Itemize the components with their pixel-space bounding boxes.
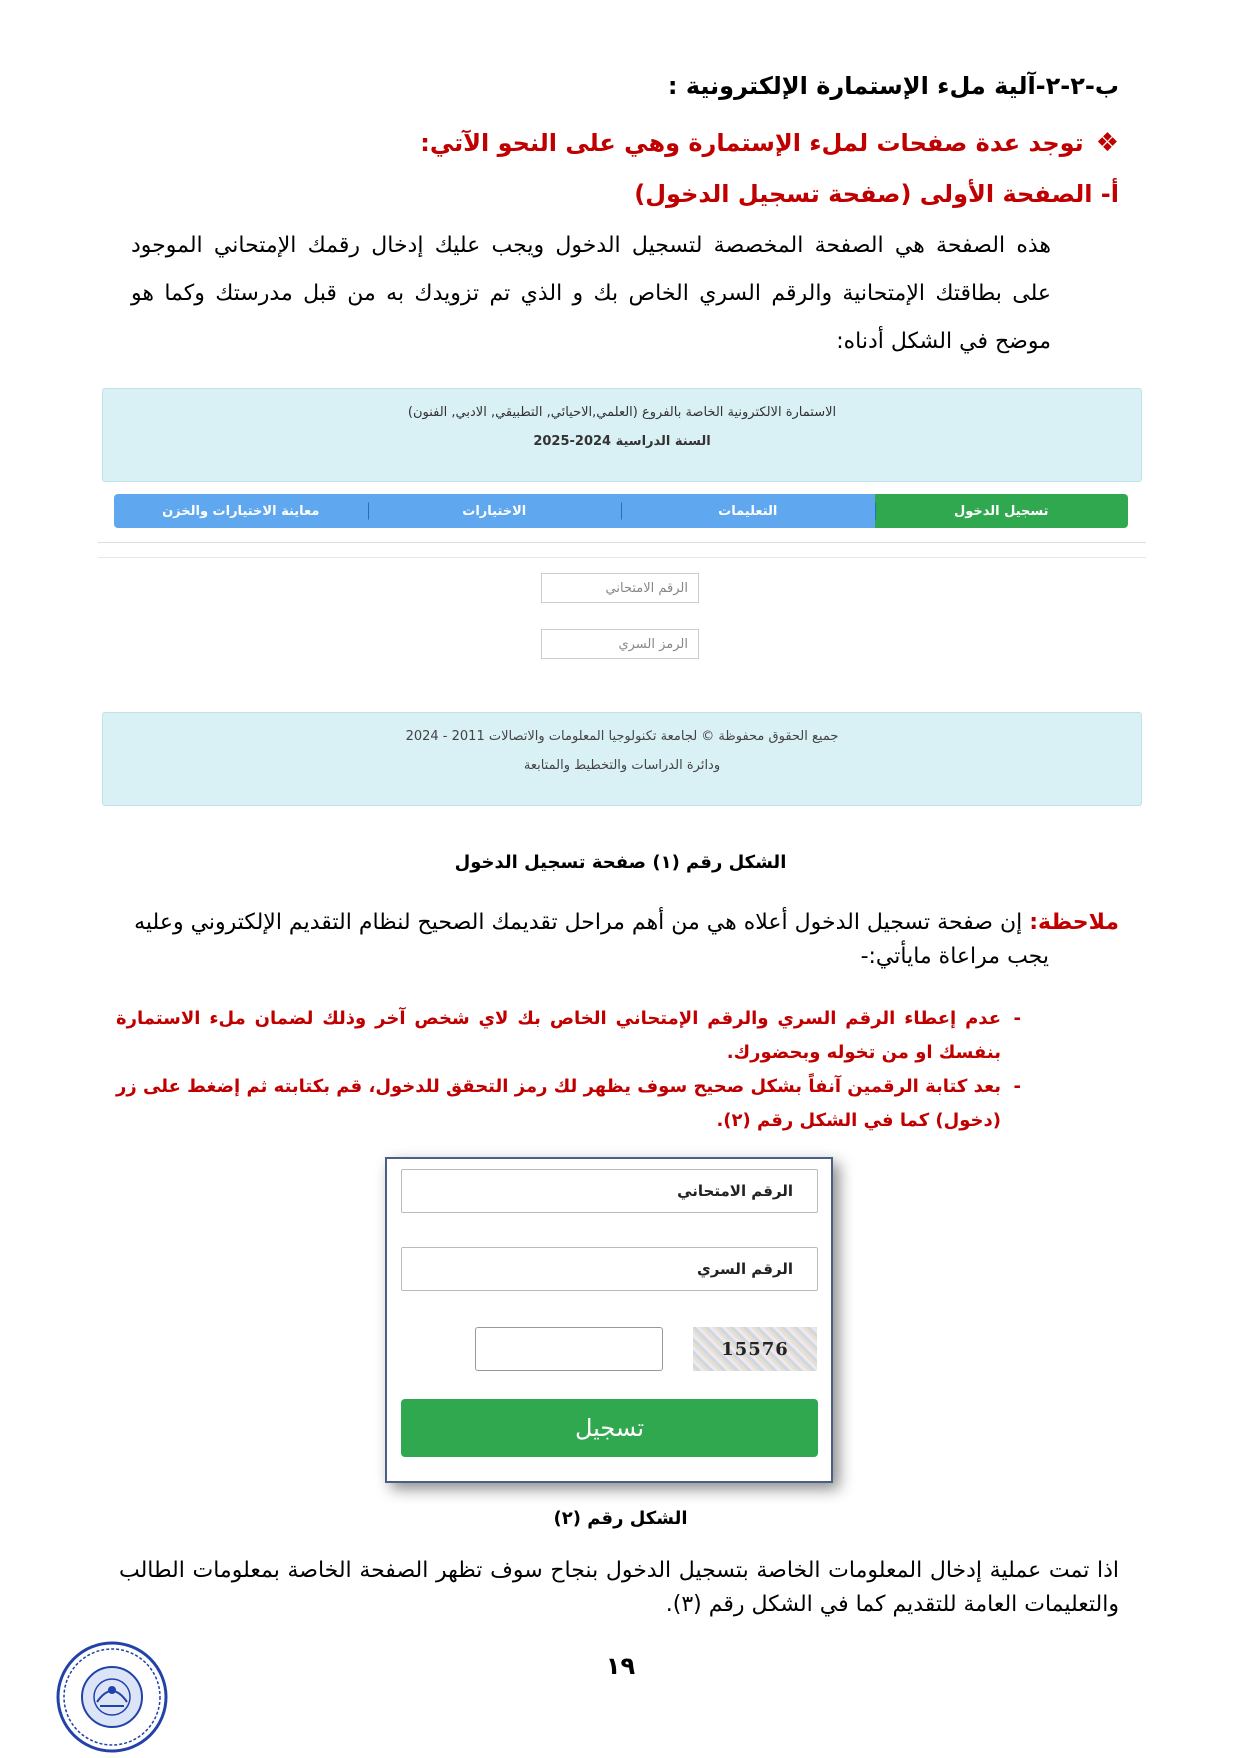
sub-heading: أ- الصفحة الأولى (صفحة تسجيل الدخول) [634, 180, 1119, 208]
note-label: ملاحظة: [1029, 910, 1119, 935]
warning-text: بعد كتابة الرقمين آنفاً بشكل صحيح سوف يظهر لك رمز التحقق للدخول، قم بكتابته ثم إضغط على زر (دخول) كما في الشكل رقم (٢). [116, 1076, 1001, 1131]
bullet-heading [420, 128, 1119, 158]
figure2-login-form [385, 1157, 833, 1483]
figure1-footer [102, 712, 1142, 806]
department-seal-icon [55, 1640, 169, 1754]
note-paragraph [119, 906, 1119, 974]
figure1-caption: الشكل رقم (١) صفحة تسجيل الدخول [454, 852, 787, 873]
intro-line-1: هذه الصفحة هي الصفحة المخصصة لتسجيل الدخول ويجب عليك إدخال رقمك الإمتحاني الموجود [131, 233, 1051, 258]
warnings-list [116, 1002, 1021, 1138]
footer-dept: ودائرة الدراسات والتخطيط والمتابعة [523, 758, 721, 773]
footer-rights: جميع الحقوق محفوظة © لجامعة تكنولوجيا المعلومات والاتصالات 2011 - 2024 [405, 729, 839, 744]
step-choices[interactable] [368, 494, 622, 528]
secret-number-field[interactable]: الرقم السري [401, 1247, 818, 1291]
section-heading: ب-٢-٢-آلية ملء الإستمارة الإلكترونية : [667, 72, 1119, 100]
step-review-save[interactable] [114, 494, 368, 528]
step-instructions-label: التعليمات [718, 503, 778, 519]
figure1-steps-bar [114, 494, 1128, 528]
step-instructions[interactable] [621, 494, 875, 528]
figure1-header-title: الاستمارة الالكترونية الخاصة بالفروع (العلمي,الاحيائي, التطبيقي, الادبي, الفنون) [407, 405, 837, 420]
step-review-save-label: معاينة الاختيارات والخزن [162, 503, 320, 519]
captcha-input[interactable] [475, 1327, 663, 1371]
warning-item [116, 1002, 1021, 1070]
note-text-1: إن صفحة تسجيل الدخول أعلاه هي من أهم مراحل تقديمك الصحيح لنظام التقديم الإلكتروني وعليه [134, 910, 1023, 935]
step-login-label: تسجيل الدخول [953, 503, 1049, 519]
figure1-header [102, 388, 1142, 482]
step-choices-label: الاختيارات [462, 503, 527, 519]
warning-item [116, 1070, 1021, 1138]
exam-number-field[interactable]: الرقم الامتحاني [401, 1169, 818, 1213]
step-login[interactable] [875, 494, 1129, 528]
exam-number-input[interactable]: الرقم الامتحاني [541, 573, 699, 603]
dash-bullet-icon: - [1013, 1076, 1021, 1097]
diamond-bullet-icon: ❖ [1095, 128, 1119, 158]
closing-paragraph: اذا تمت عملية إدخال المعلومات الخاصة بتسجيل الدخول بنجاح سوف تظهر الصفحة الخاصة بمعلومات الطالب والتعليمات العامة للتقديم كما في الشكل رقم (٣). [119, 1558, 1119, 1617]
intro-line-2: على بطاقتك الإمتحانية والرقم السري الخاص بك و الذي تم تزويدك به من قبل مدرستك وكما هو [131, 281, 1051, 306]
register-button[interactable]: تسجيل [401, 1399, 818, 1457]
intro-paragraph [131, 222, 1051, 366]
bullet-heading-text: توجد عدة صفحات لملء الإستمارة وهي على النحو الآتي: [420, 129, 1084, 157]
divider [98, 542, 1146, 543]
page-number: ١٩ [605, 1652, 636, 1680]
warning-text: عدم إعطاء الرقم السري والرقم الإمتحاني الخاص بك لاي شخص آخر وذلك لضمان ملء الاستمارة بنفسك او من تخوله وبحضورك. [116, 1008, 1001, 1063]
figure2-caption: الشكل رقم (٢) [553, 1508, 688, 1529]
divider [98, 557, 1146, 558]
captcha-image: 15576 [693, 1327, 817, 1371]
secret-code-input[interactable]: الرمز السري [541, 629, 699, 659]
note-text-2: يجب مراعاة مايأتي:- [860, 944, 1049, 969]
figure1-header-year: السنة الدراسية 2024-2025 [533, 434, 711, 449]
dash-bullet-icon: - [1013, 1008, 1021, 1029]
intro-line-3: موضح في الشكل أدناه: [836, 329, 1051, 354]
